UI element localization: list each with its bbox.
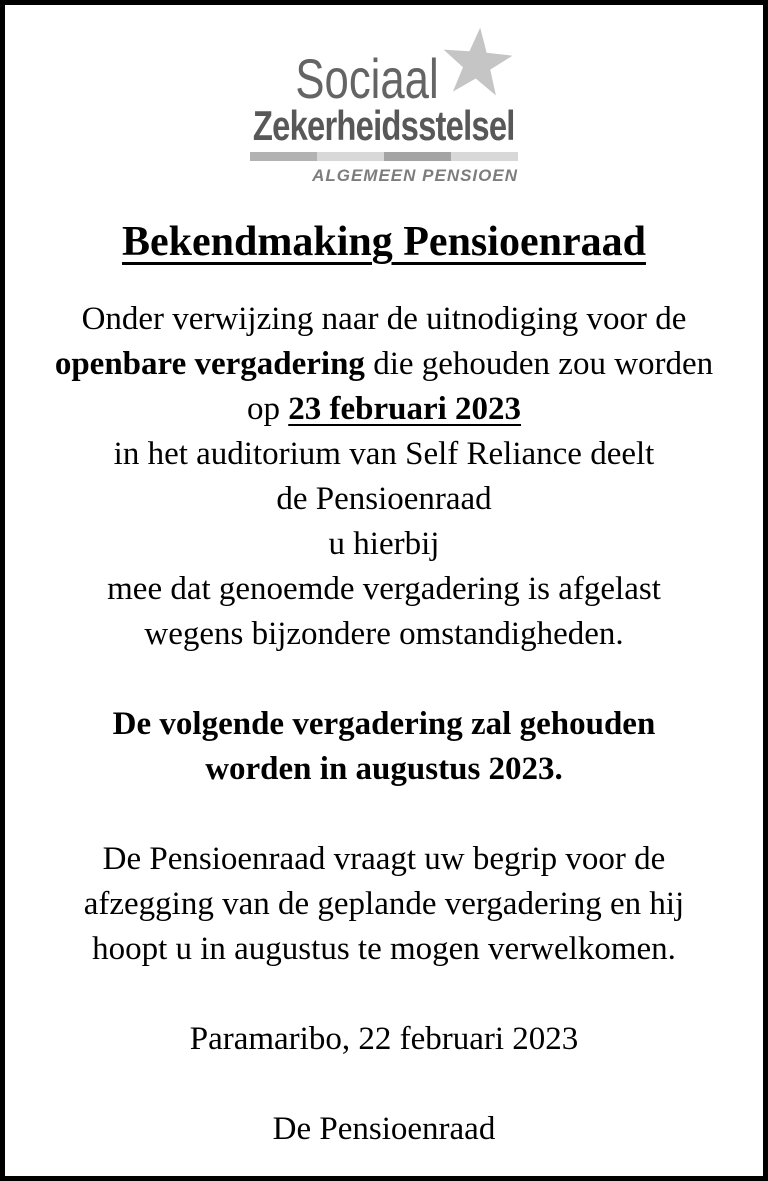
announcement-title: Bekendmaking Pensioenraad <box>122 219 646 266</box>
logo-divider-bar <box>250 152 518 161</box>
logo-bar-segment-3 <box>384 152 451 161</box>
text-run: die gehouden zou worden <box>364 345 714 382</box>
logo-word-zekerheidsstelsel <box>5 102 763 149</box>
text-line: in het auditorium van Self Reliance deelt <box>113 435 655 472</box>
logo-word-sociaal: Sociaal <box>295 46 439 110</box>
text-line <box>5 387 763 432</box>
text-line: de Pensioenraad <box>276 480 492 517</box>
paragraph-cancellation-notice <box>5 297 763 657</box>
emphasis-meeting-date: 23 februari 2023 <box>288 390 522 427</box>
text-line: worden in augustus 2023. <box>205 750 563 787</box>
text-run: op <box>246 390 289 427</box>
text-line: mee dat genoemde vergadering is afgelast <box>107 570 661 607</box>
text-line: De Pensioenraad vraagt uw begrip voor de <box>102 840 666 877</box>
logo-tagline: ALGEMEEN PENSIOEN <box>312 166 518 185</box>
text-line: hoopt u in augustus te mogen verwelkomen. <box>92 930 676 967</box>
text-line: afzegging van de geplande vergadering en hij <box>83 885 685 922</box>
text-line: De volgende vergadering zal gehouden <box>112 705 656 742</box>
paragraph-next-meeting <box>5 702 763 792</box>
emphasis-openbare-vergadering: openbare vergadering <box>54 345 365 382</box>
logo-bar-segment-2 <box>317 152 384 161</box>
paragraph-apology <box>5 837 763 972</box>
star-icon <box>438 24 516 104</box>
logo-bar-segment-1 <box>250 152 317 161</box>
logo-bar-segment-4 <box>451 152 518 161</box>
signature: De Pensioenraad <box>272 1110 496 1147</box>
text-line: Onder verwijzing naar de uitnodiging voor de <box>81 300 687 337</box>
dateline: Paramaribo, 22 februari 2023 <box>189 1020 579 1057</box>
text-line: u hierbij <box>328 525 440 562</box>
text-line: wegens bijzondere omstandigheden. <box>144 615 624 652</box>
logo-top-row <box>5 33 763 110</box>
organization-logo <box>5 33 763 186</box>
text-line <box>5 342 763 387</box>
logo-word-zekerheidsstelsel-text: Zekerheidsstelsel <box>253 102 515 149</box>
